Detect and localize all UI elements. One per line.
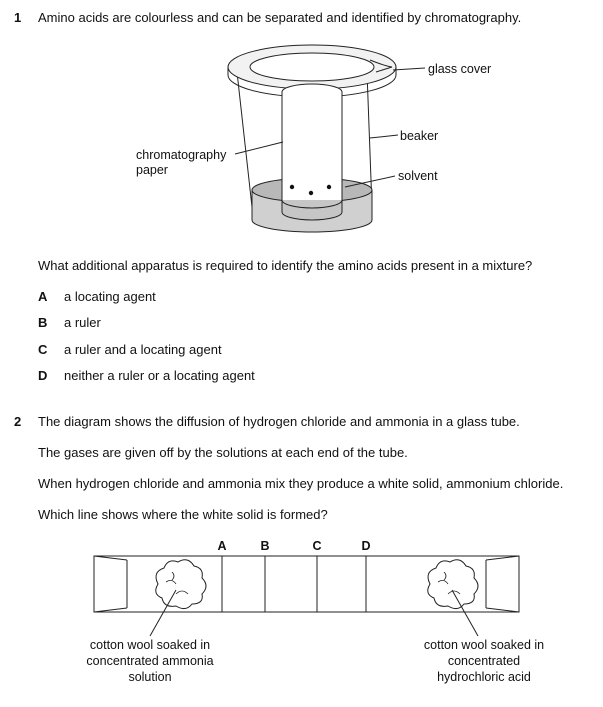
left-label-line2: concentrated ammonia <box>86 654 214 668</box>
cotton-wool-left <box>156 560 206 609</box>
line-label-D: D <box>361 539 371 553</box>
cotton-wool-right <box>428 560 478 609</box>
option-letter: D <box>38 368 48 383</box>
sample-spot <box>290 185 294 189</box>
option-text: a ruler <box>64 315 101 330</box>
sample-spot <box>309 191 313 195</box>
chromatography-paper-label-line1: chromatography <box>136 148 227 162</box>
option-C[interactable] <box>38 342 222 357</box>
option-letter: A <box>38 289 48 304</box>
option-B[interactable] <box>38 315 101 330</box>
right-label-line3: hydrochloric acid <box>437 670 531 684</box>
option-text: neither a ruler or a locating agent <box>64 368 255 383</box>
question-2-line-1: The diagram shows the diffusion of hydrogen chloride and ammonia in a glass tube. <box>38 414 520 429</box>
diffusion-tube-diagram <box>94 556 519 636</box>
chromatography-paper-label-line2: paper <box>136 163 168 177</box>
option-D[interactable] <box>38 368 255 383</box>
question-1-stem: Amino acids are colourless and can be separated and identified by chromatography. <box>38 10 522 25</box>
question-1-prompt: What additional apparatus is required to identify the amino acids present in a mixture? <box>38 258 533 273</box>
beaker-label: beaker <box>400 129 439 143</box>
line-label-C: C <box>312 539 322 553</box>
glass-cover-label: glass cover <box>428 62 492 76</box>
option-text: a ruler and a locating agent <box>64 342 222 357</box>
left-label-line1: cotton wool soaked in <box>89 638 211 652</box>
sample-spot <box>327 185 331 189</box>
question-2-line-3: When hydrogen chloride and ammonia mix they produce a white solid, ammonium chloride. <box>38 476 564 491</box>
question-2-line-2: The gases are given off by the solutions at each end of the tube. <box>38 445 408 460</box>
right-label-line2: concentrated <box>447 654 521 668</box>
option-A[interactable] <box>38 289 156 304</box>
solvent-label: solvent <box>398 169 438 183</box>
left-label-line3: solution <box>128 670 172 684</box>
option-letter: B <box>38 315 48 330</box>
question-2-number: 2 <box>14 414 22 429</box>
question-1-number: 1 <box>14 10 22 25</box>
option-text: a locating agent <box>64 289 156 304</box>
line-label-A: A <box>217 539 227 553</box>
right-label-line1: cotton wool soaked in <box>423 638 545 652</box>
question-2-prompt: Which line shows where the white solid is formed? <box>38 507 328 522</box>
option-letter: C <box>38 342 48 357</box>
line-label-B: B <box>260 539 270 553</box>
